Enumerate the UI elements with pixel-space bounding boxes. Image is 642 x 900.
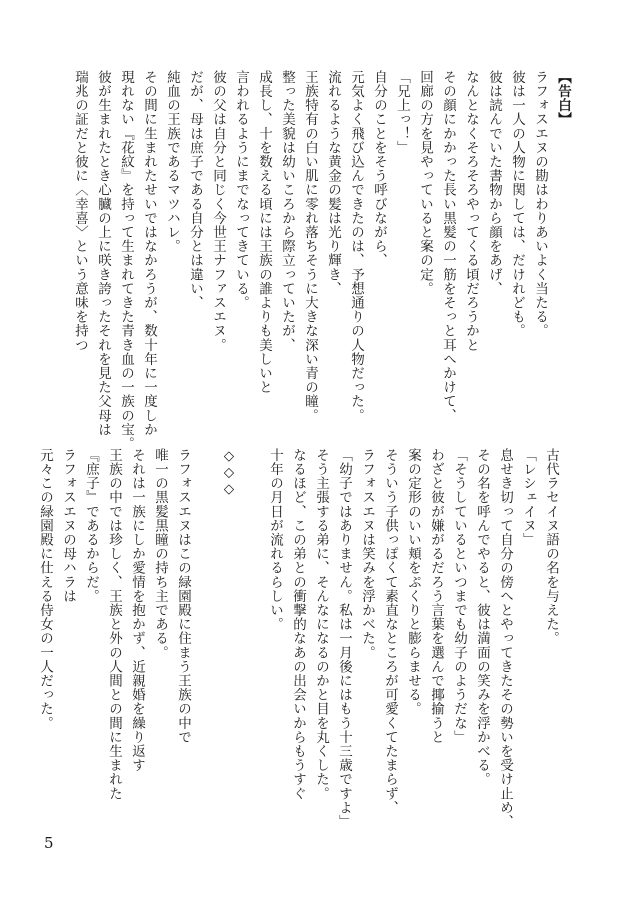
top-text-block bbox=[68, 70, 574, 451]
text-line: 回廊の方を見やっていると案の定。 bbox=[417, 70, 433, 296]
text-line: その間に生まれたせいではなかろうが、数十年に一度しか bbox=[141, 70, 157, 437]
text-line: 現れない『花紋』を持って生まれてきた青き血の一族の宝。 bbox=[118, 70, 134, 451]
text-line: 王族の中では珍しく、王族と外の人間との間に生まれた bbox=[106, 448, 122, 801]
text-line: 「レシェイヌ」 bbox=[520, 448, 536, 547]
text-line: 「幼子ではありません。私は一月後にはもう十三歳ですよ」 bbox=[336, 448, 352, 829]
text-line: 古代ラセイヌ語の名を与えた。 bbox=[543, 448, 559, 646]
text-line: 流れるような黄金の髪は光り輝き、 bbox=[325, 70, 341, 296]
text-line: 元気よく飛び込んできたのは、予想通りの人物だった。 bbox=[348, 70, 364, 423]
text-line: ◇◇◇ bbox=[221, 448, 237, 498]
text-line: その顔にかかった長い黒髪の一筋をそっと耳へかけて、 bbox=[440, 70, 456, 423]
text-line: 十年の月日が流れるらしい。 bbox=[267, 448, 283, 632]
text-line: 唯一の黒髪黒瞳の持ち主である。 bbox=[152, 448, 168, 660]
text-line: ラフォスエヌはこの緑園殿に住まう王族の中で bbox=[175, 448, 191, 745]
text-line: 息せき切って自分の傍へとやってきたその勢いを受け止め、 bbox=[497, 448, 513, 829]
page-number: 5 bbox=[44, 834, 54, 852]
bottom-text-block bbox=[33, 448, 562, 829]
text-line: だが、母は庶子である自分とは違い、 bbox=[187, 70, 203, 310]
text-line bbox=[194, 448, 217, 820]
text-line: ラフォスエヌは笑みを浮かべた。 bbox=[359, 448, 375, 660]
text-line: 彼は読んでいた書物から顔をあげ、 bbox=[486, 70, 502, 296]
text-line: 彼の父は自分と同じく今世王ナファスエヌ。 bbox=[210, 70, 226, 352]
text-line bbox=[240, 448, 263, 820]
text-line: 瑞兆の証だと彼に〈幸喜〉という意味を持つ bbox=[72, 70, 88, 352]
text-line: 元々この緑園殿に仕える侍女の一人だった。 bbox=[37, 448, 53, 730]
text-line: 純血の王族であるマツハレ。 bbox=[164, 70, 180, 254]
text-line: そう主張する弟に、そんなになるのかと目を丸くした。 bbox=[313, 448, 329, 801]
text-line: それは一族にしか愛情を抱かず、近親婚を繰り返す bbox=[129, 448, 145, 773]
text-line: 『庶子』であるからだ。 bbox=[83, 448, 99, 604]
text-line: 彼が生まれたとき心臓の上に咲き誇ったそれを見た父母は bbox=[95, 70, 111, 437]
text-line: 王族特有の白い肌に零れ落ちそうに大きな深い青の瞳。 bbox=[302, 70, 318, 423]
top-lines bbox=[68, 70, 551, 451]
text-line: わざと彼が嫌がるだろう言葉を選んで揶揄うと bbox=[428, 448, 444, 745]
text-line: 整った美貌は幼いころから際立っていたが、 bbox=[279, 70, 295, 352]
text-line: 彼は一人の人物に関しては、だけれども。 bbox=[509, 70, 525, 338]
section-heading: 【告白】 bbox=[555, 70, 571, 127]
text-line: その名を呼んでやると、彼は満面の笑みを浮かべる。 bbox=[474, 448, 490, 787]
bottom-lines bbox=[33, 448, 562, 829]
text-line: 案の定形のいい頬をぷくりと膨らませる。 bbox=[405, 448, 421, 716]
text-line: なるほど、この弟との衝撃的なあの出会いからもうすぐ bbox=[290, 448, 306, 801]
text-line: そういう子供っぽくて素直なところが可愛くてたまらず、 bbox=[382, 448, 398, 815]
text-line: 言われるようにまでなってきている。 bbox=[233, 70, 249, 310]
text-line: 成長し、十を数える頃には王族の誰よりも美しいと bbox=[256, 70, 272, 395]
text-line: ラフォスエヌの母ハラは bbox=[60, 448, 76, 604]
text-line: なんとなくそろそろやってくる頃だろうかと bbox=[463, 70, 479, 352]
text-line: ラフォスエヌの勘はわりあいよく当たる。 bbox=[532, 70, 548, 338]
text-line: 「兄上っ！」 bbox=[394, 70, 410, 155]
text-line: 「そうしているといつまでも幼子のようだな」 bbox=[451, 448, 467, 745]
text-line: 自分のことをそう呼びながら、 bbox=[371, 70, 387, 268]
